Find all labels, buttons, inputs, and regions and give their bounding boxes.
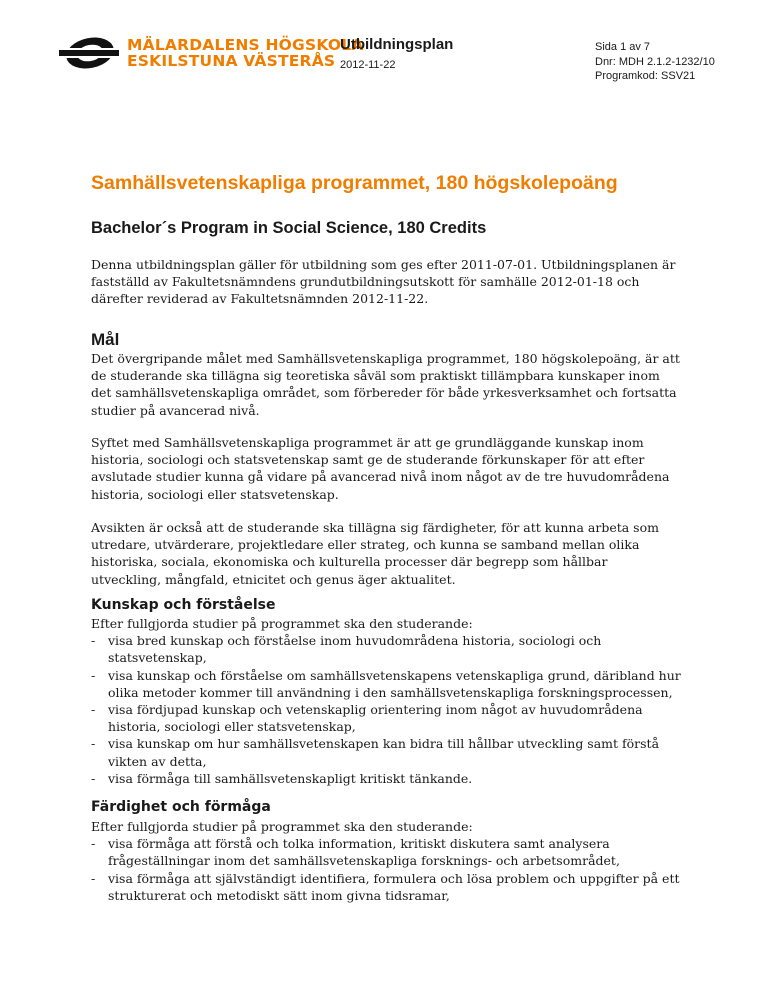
mal-paragraph-3: Avsikten är också att de studerande ska tillägna sig färdigheter, för att kunna arbeta som utredare, utvärderare, projektledare eller strateg, och kunna se samband mellan olika historiska, sociala, ekonomiska och kulturella processer där begrepp som hållbar utveckling, mångfald, etnicitet och genus äger aktualitet. <box>91 520 659 587</box>
kunskap-intro: Efter fullgjorda studier på programmet ska den studerande: <box>91 616 473 631</box>
fardighet-list <box>91 835 681 904</box>
kunskap-section <box>91 615 681 787</box>
page-number: Sida 1 av 7 <box>595 41 651 53</box>
fardighet-section <box>91 818 681 904</box>
list-item: - visa förmåga att förstå och tolka information, kritiskt diskutera samt analysera frågeställningar inom det samhällsvetenskapliga forsknings- och arbetsområdet, <box>91 835 681 869</box>
registration-number: Dnr: MDH 2.1.2-1232/10 <box>595 56 715 68</box>
section-heading-mal: Mål <box>91 330 120 349</box>
fardighet-intro: Efter fullgjorda studier på programmet ska den studerande: <box>91 819 473 834</box>
document-date: 2012-11-22 <box>340 59 396 71</box>
program-code: Programkod: SSV21 <box>595 70 696 82</box>
page-subtitle: Bachelor´s Program in Social Science, 180 Credits <box>91 219 487 237</box>
mal-paragraph-1: Det övergripande målet med Samhällsvetenskapliga programmet, 180 högskolepoäng, är att de studerande ska tillägna sig teoretiska såväl som praktiskt tillämpbara kunskaper inom det samhällsvetenskapliga området, som förbereder för både yrkesverksamhet och fortsatta studier på avancerad nivå. <box>91 351 680 418</box>
list-item: - visa förmåga till samhällsvetenskapligt kritiskt tänkande. <box>91 770 681 787</box>
page-title: Samhällsvetenskapliga programmet, 180 högskolepoäng <box>91 172 618 194</box>
section-heading-kunskap: Kunskap och förståelse <box>91 597 276 613</box>
logo-text-line2: ESKILSTUNA VÄSTERÅS <box>127 52 336 70</box>
kunskap-list <box>91 632 681 787</box>
list-item: - visa bred kunskap och förståelse inom huvudområdena historia, sociologi och statsvetenskap, <box>91 632 681 666</box>
list-item: - visa kunskap och förståelse om samhällsvetenskapens vetenskapliga grund, däribland hur olika metoder kommer till användning i den samhällsvetenskapliga forskningsprocessen, <box>91 667 681 701</box>
logo-emblem-icon <box>57 32 121 74</box>
list-item: - visa förmåga att självständigt identifiera, formulera och lösa problem och uppgifter på ett strukturerat och metodiskt sätt inom givna tidsramar, <box>91 870 681 904</box>
document-type: Utbildningsplan <box>340 36 454 53</box>
page-header <box>0 0 768 90</box>
intro-paragraph: Denna utbildningsplan gäller för utbildning som ges efter 2011-07-01. Utbildningsplanen är fastställd av Fakultetsnämndens grundutbildningsutskott för samhälle 2012-01-18 och därefter reviderad av Fakultetsnämnden 2012-11-22. <box>91 257 676 307</box>
mal-paragraph-2: Syftet med Samhällsvetenskapliga programmet är att ge grundläggande kunskap inom historia, sociologi och statsvetenskap samt ge de studerande förkunskaper för att efter avslutade studier kunna gå vidare på avancerad nivå inom något av de tre huvudområdena historia, sociologi eller statsvetenskap. <box>91 435 670 502</box>
list-item: - visa kunskap om hur samhällsvetenskapen kan bidra till hållbar utveckling samt förstå vikten av detta, <box>91 735 681 769</box>
section-heading-fardighet: Färdighet och förmåga <box>91 799 271 815</box>
university-logo <box>57 32 364 74</box>
list-item: - visa fördjupad kunskap och vetenskaplig orientering inom något av huvudområdena historia, sociologi eller statsvetenskap, <box>91 701 681 735</box>
logo-text-line1: MÄLARDALENS HÖGSKOLA <box>127 36 364 54</box>
